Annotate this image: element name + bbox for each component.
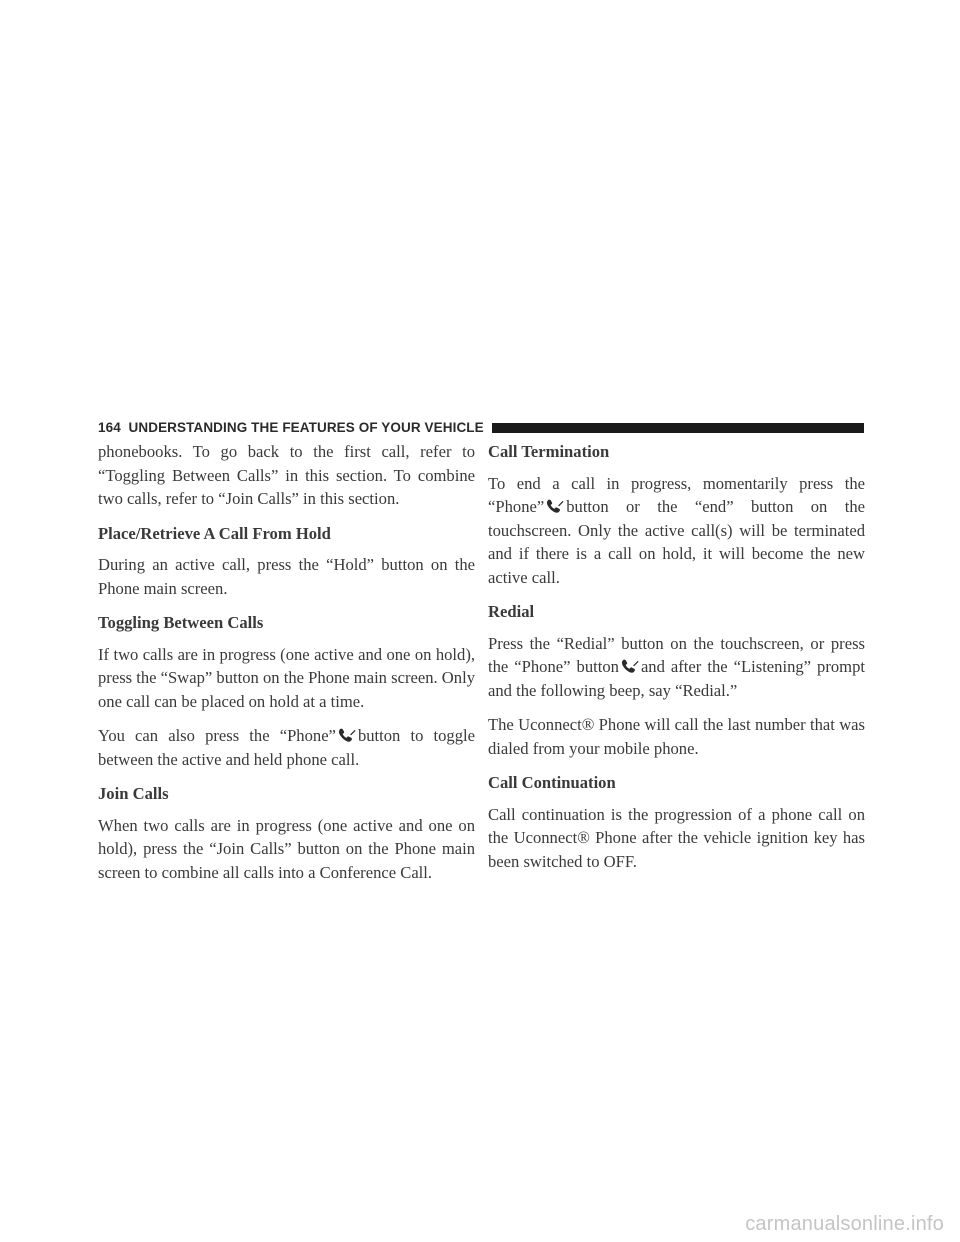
termination-paragraph: [488, 472, 865, 590]
toggling-text-b: button to toggle between the active and held phone call.: [98, 726, 475, 769]
section-title: UNDERSTANDING THE FEATURES OF YOUR VEHICLE: [128, 419, 484, 435]
redial-paragraph-1: [488, 632, 865, 703]
toggling-paragraph-2: [98, 724, 475, 771]
redial-text-b: and after the “Listening” prompt and the following beep, say “Redial.”: [488, 657, 865, 700]
heading-call-continuation: Call Continuation: [488, 773, 616, 792]
toggling-paragraph-1: If two calls are in progress (one active and one on hold), press the “Swap” button on the Phone main screen. Only one call can be placed on hold at a time.: [98, 644, 475, 711]
continuation-paragraph: phonebooks. To go back to the first call, refer to “Toggling Between Calls” in this section. To combine two calls, refer to “Join Calls” in this section.: [98, 442, 475, 508]
phone-handset-icon: [338, 728, 356, 742]
heading-join-calls: Join Calls: [98, 784, 169, 803]
heading-call-termination: Call Termination: [488, 442, 610, 461]
call-continuation-paragraph: Call continuation is the progression of a phone call on the Uconnect® Phone after the vehicle ignition key has been switched to OFF.: [488, 804, 865, 871]
redial-paragraph-2: The Uconnect® Phone will call the last number that was dialed from your mobile phone.: [488, 715, 865, 758]
header-rule: [492, 423, 864, 433]
place-retrieve-paragraph: During an active call, press the “Hold” button on the Phone main screen.: [98, 555, 475, 598]
right-column: [488, 440, 865, 884]
heading-toggling: Toggling Between Calls: [98, 613, 264, 632]
page-header: [98, 418, 864, 436]
phone-handset-icon: [546, 499, 564, 513]
phone-handset-icon: [621, 659, 639, 673]
page-number: 164: [98, 419, 121, 435]
watermark: carmanualsonline.info: [745, 1213, 944, 1235]
toggling-text-a: You can also press the “Phone”: [98, 726, 336, 745]
heading-redial: Redial: [488, 602, 535, 621]
join-calls-paragraph: When two calls are in progress (one active and one on hold), press the “Join Calls” button on the Phone main screen to combine all calls into a Conference Call.: [98, 815, 475, 882]
heading-place-retrieve: Place/Retrieve A Call From Hold: [98, 523, 331, 543]
redial-text-a: Press the “Redial” button on the touchscreen, or press the “Phone” button: [488, 633, 865, 676]
termination-text-a: To end a call in progress, momentarily press the “Phone”: [488, 473, 865, 516]
page-header-text: [98, 420, 484, 435]
left-column: [98, 440, 475, 895]
termination-text-b: button or the “end” button on the touchscreen. Only the active call(s) will be terminated and if there is a call on hold, it will become the new active call.: [488, 497, 865, 587]
